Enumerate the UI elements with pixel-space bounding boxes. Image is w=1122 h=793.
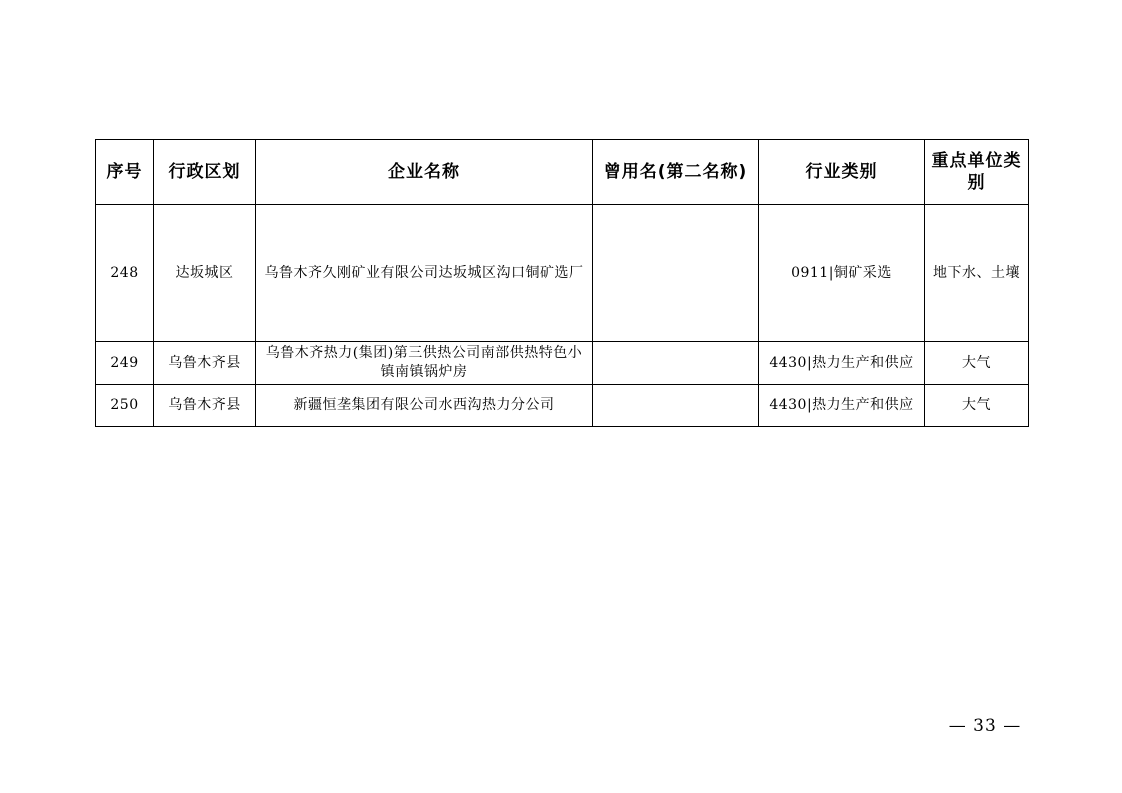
cell-district: 乌鲁木齐县 [154, 385, 256, 427]
cell-industry: 0911|铜矿采选 [759, 205, 925, 342]
table-row [96, 385, 1029, 427]
cell-district: 达坂城区 [154, 205, 256, 342]
cell-industry: 4430|热力生产和供应 [759, 342, 925, 385]
cell-key-unit-category: 大气 [925, 385, 1029, 427]
table-row [96, 342, 1029, 385]
header-key-unit-category: 重点单位类别 [925, 140, 1029, 205]
cell-serial-no: 249 [96, 342, 154, 385]
cell-serial-no: 250 [96, 385, 154, 427]
cell-key-unit-category: 地下水、土壤 [925, 205, 1029, 342]
cell-enterprise-name: 新疆恒垄集团有限公司水西沟热力分公司 [256, 385, 593, 427]
header-industry: 行业类别 [759, 140, 925, 205]
cell-enterprise-name: 乌鲁木齐热力(集团)第三供热公司南部供热特色小镇南镇锅炉房 [256, 342, 593, 385]
cell-industry: 4430|热力生产和供应 [759, 385, 925, 427]
header-enterprise-name: 企业名称 [256, 140, 593, 205]
header-former-name: 曾用名(第二名称) [593, 140, 759, 205]
enterprise-list-table [95, 139, 1029, 427]
cell-district: 乌鲁木齐县 [154, 342, 256, 385]
cell-former-name [593, 342, 759, 385]
cell-former-name [593, 385, 759, 427]
table-header-row [96, 140, 1029, 205]
cell-serial-no: 248 [96, 205, 154, 342]
table-row [96, 205, 1029, 342]
cell-key-unit-category: 大气 [925, 342, 1029, 385]
cell-enterprise-name: 乌鲁木齐久刚矿业有限公司达坂城区沟口铜矿选厂 [256, 205, 593, 342]
page-number: — 33 — [948, 716, 1022, 736]
cell-former-name [593, 205, 759, 342]
header-serial-no: 序号 [96, 140, 154, 205]
header-district: 行政区划 [154, 140, 256, 205]
